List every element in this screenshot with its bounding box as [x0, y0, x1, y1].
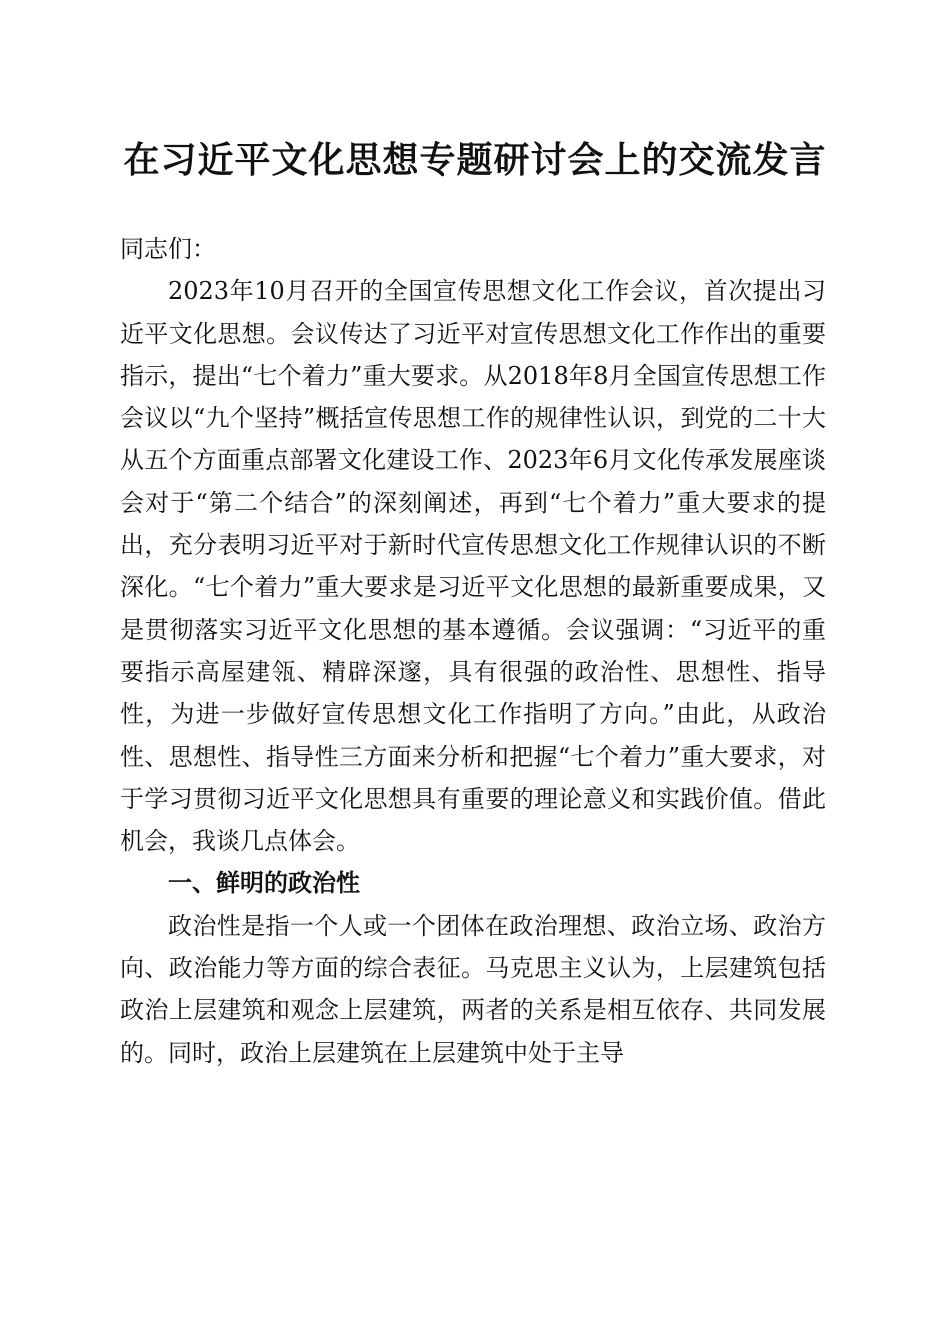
intro-paragraph: 2023年10月召开的全国宣传思想文化工作会议，首次提出习近平文化思想。会议传达了习近平对宣传思想文化工作作出的重要指示，提出“七个着力”重大要求。从2018年8月全国宣传思想工作会议以“九个坚持”概括宣传思想工作的规律性认识，到党的二十大从五个方面重点部署文化建设工作、2023年6月文化传承发展座谈会对于“第二个结合”的深刻阐述，再到“七个着力”重大要求的提出，充分表明习近平对于新时代宣传思想文化工作规律认识的不断深化。“七个着力”重大要求是习近平文化思想的最新重要成果，又是贯彻落实习近平文化思想的基本遵循。会议强调：“习近平的重要指示高屋建瓴、精辟深邃，具有很强的政治性、思想性、指导性，为进一步做好宣传思想文化工作指明了方向。”由此，从政治性、思想性、指导性三方面来分析和把握“七个着力”重大要求，对于学习贯彻习近平文化思想具有重要的理论意义和实践价值。借此机会，我谈几点体会。 — [120, 277, 826, 856]
document-body — [120, 228, 826, 1074]
document-title: 在习近平文化思想专题研讨会上的交流发言 — [123, 139, 827, 181]
section-paragraph-1: 政治性是指一个人或一个团体在政治理想、政治立场、政治方向、政治能力等方面的综合表征。马克思主义认为，上层建筑包括政治上层建筑和观念上层建筑，两者的关系是相互依存、共同发展的。同时，政治上层建筑在上层建筑中处于主导 — [120, 911, 826, 1067]
salutation: 同志们： — [120, 235, 216, 263]
section-heading-1: 一、鲜明的政治性 — [168, 869, 360, 898]
